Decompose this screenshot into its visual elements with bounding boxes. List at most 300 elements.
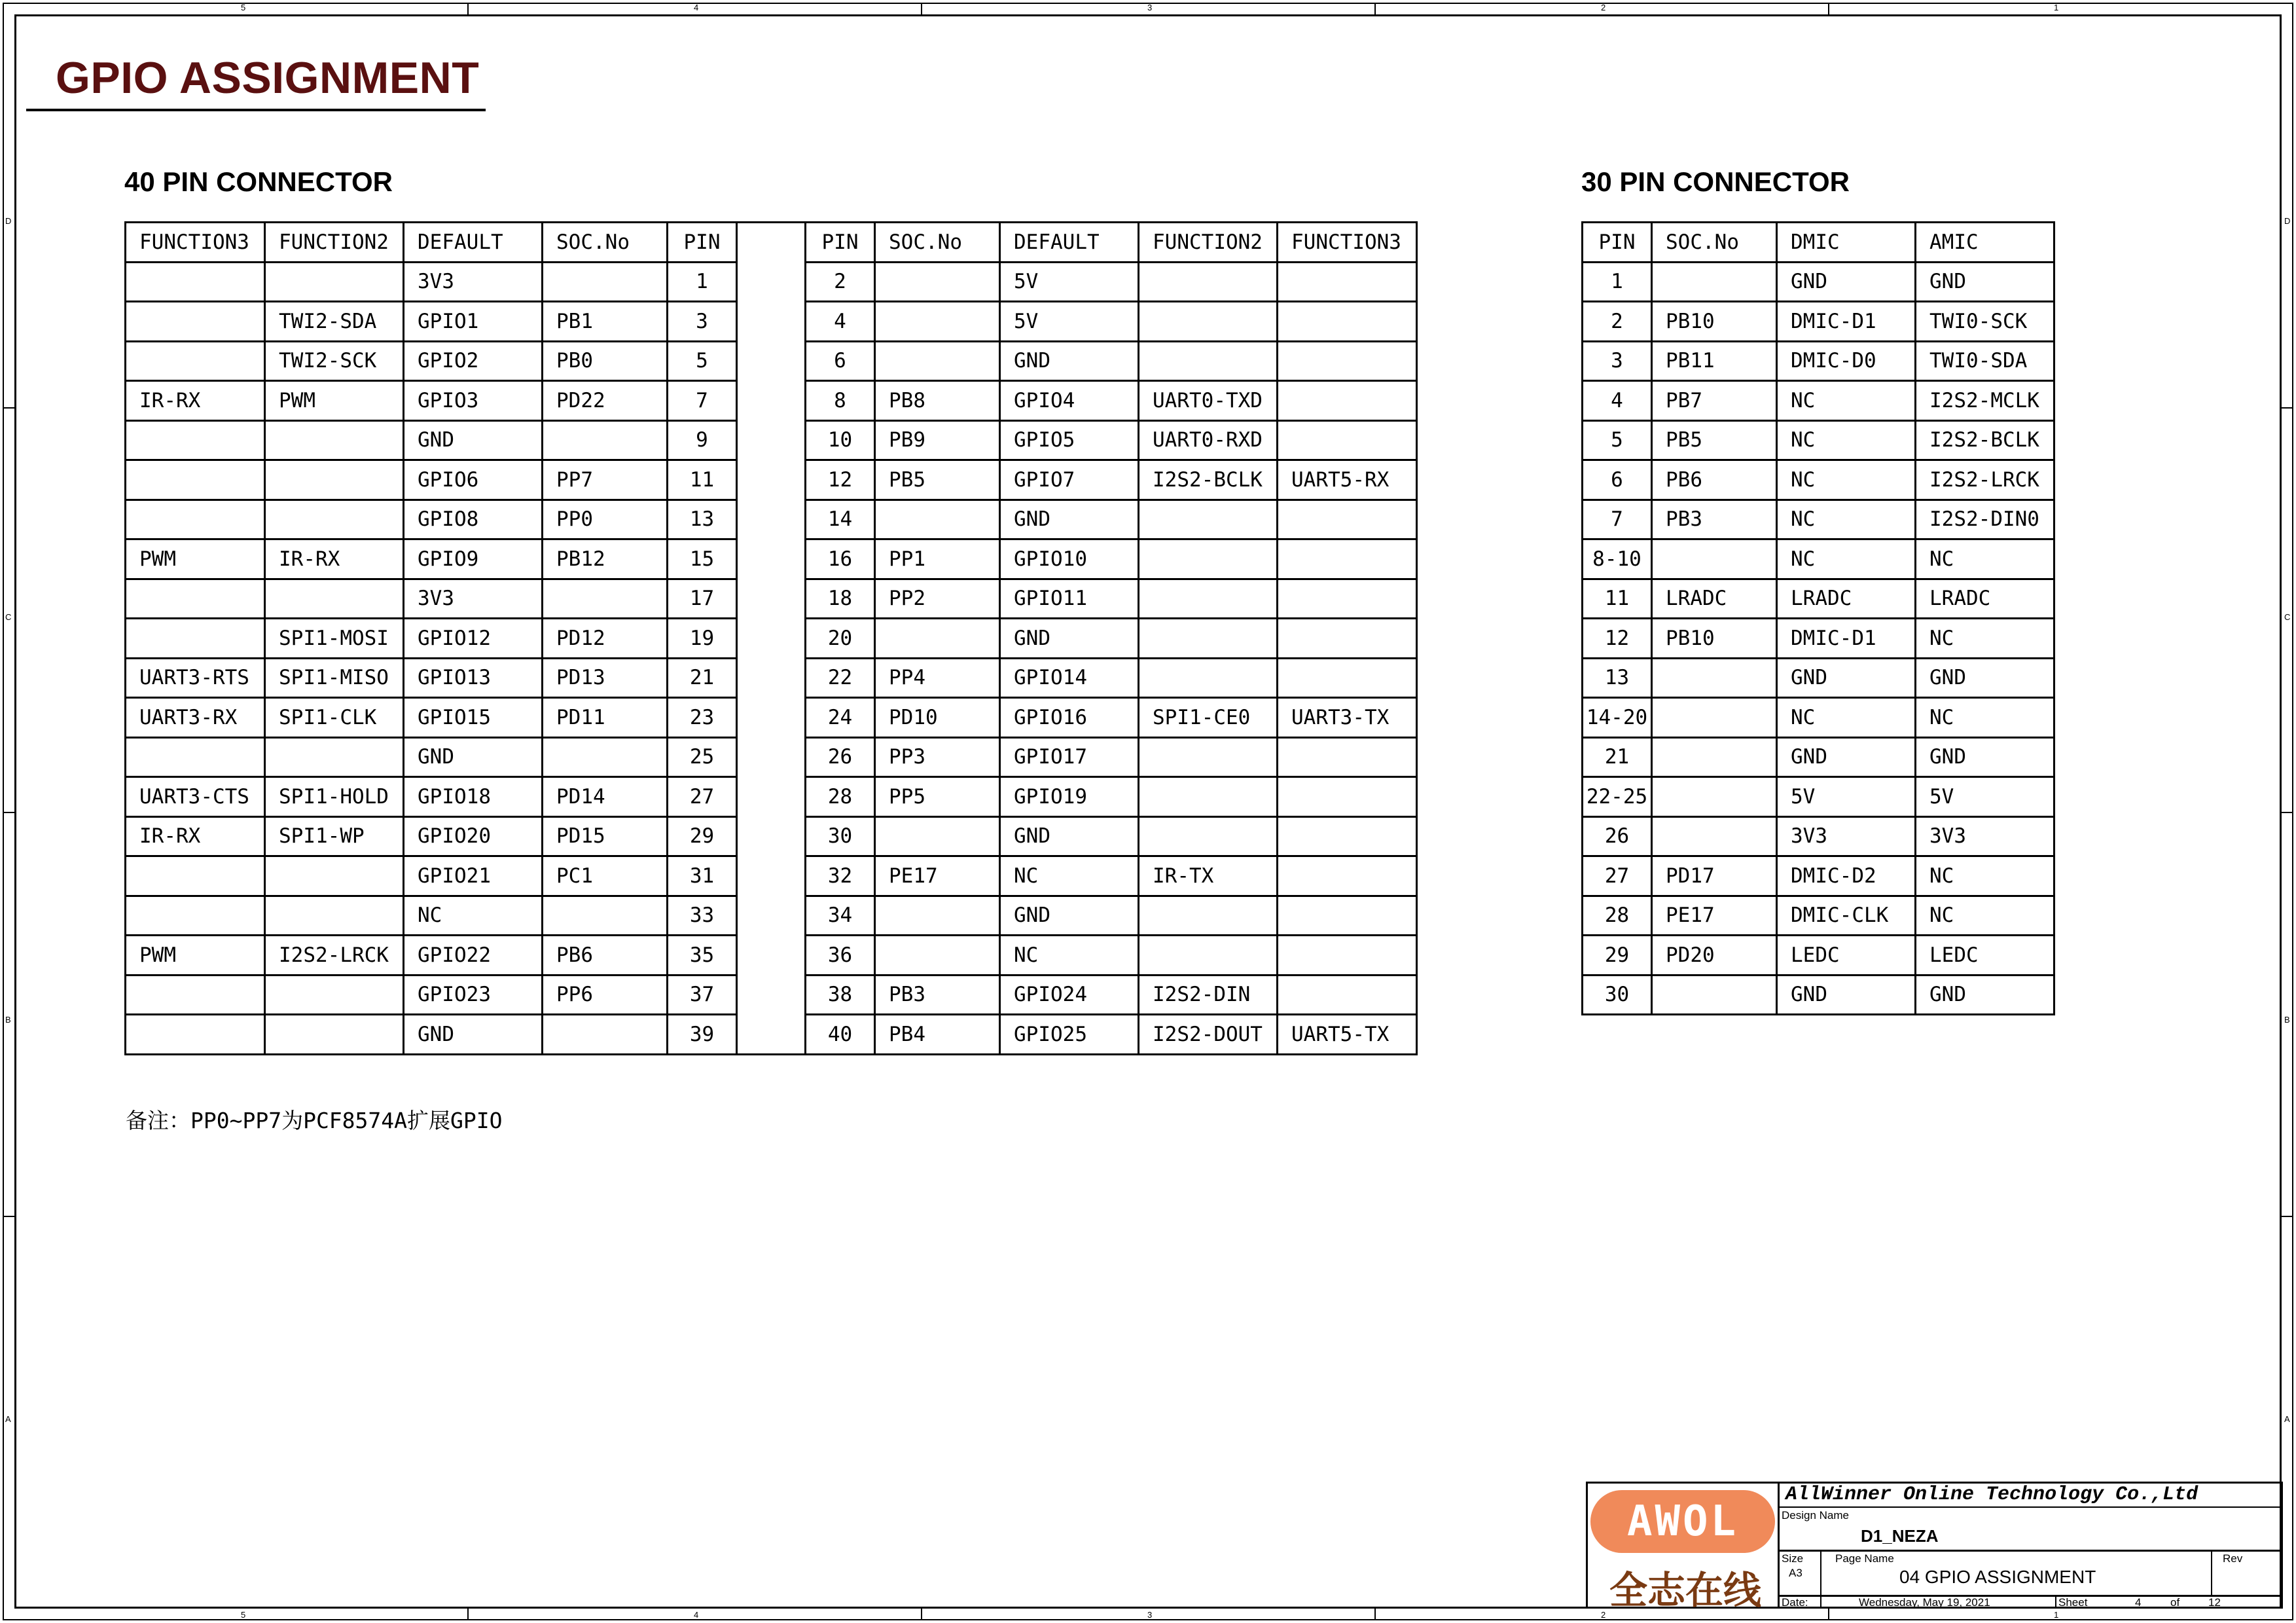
- table-cell: GND: [1916, 975, 2054, 1015]
- zone-number: 5: [241, 3, 246, 12]
- zone-number: 1: [2054, 3, 2059, 12]
- table-cell: IR-RX: [126, 381, 265, 421]
- table-cell: [737, 302, 806, 342]
- table-cell: 20: [806, 619, 875, 659]
- table-cell: GPIO15: [404, 698, 543, 738]
- table-cell: 37: [668, 975, 737, 1015]
- table-cell: DMIC-D1: [1777, 619, 1916, 659]
- table-cell: [126, 1015, 265, 1055]
- table-cell: GPIO20: [404, 816, 543, 856]
- table-cell: [737, 579, 806, 619]
- table-row: [126, 698, 1417, 738]
- table-cell: 5V: [1777, 777, 1916, 817]
- table-cell: 3V3: [404, 579, 543, 619]
- table-cell: NC: [1777, 381, 1916, 421]
- table-row: [126, 420, 1417, 460]
- table-cell: 5V: [1000, 302, 1139, 342]
- table-cell: GPIO13: [404, 658, 543, 698]
- table-cell: GPIO17: [1000, 737, 1139, 777]
- table-header-row: [126, 223, 1417, 263]
- table-cell: GPIO14: [1000, 658, 1139, 698]
- table-cell: [126, 420, 265, 460]
- zone-tick: [1374, 1609, 1376, 1620]
- table-cell: 36: [806, 936, 875, 976]
- table-row: [126, 896, 1417, 936]
- table-cell: 10: [806, 420, 875, 460]
- table-cell: PP7: [543, 460, 668, 500]
- table-cell: SPI1-MISO: [265, 658, 404, 698]
- table-cell: 14-20: [1583, 698, 1652, 738]
- table-cell: 14: [806, 500, 875, 539]
- table-cell: [737, 698, 806, 738]
- table-cell: GND: [1777, 262, 1916, 302]
- table-cell: [737, 816, 806, 856]
- table-cell: PD10: [875, 698, 1000, 738]
- connector40-table: [124, 221, 1418, 1055]
- table-cell: 13: [1583, 658, 1652, 698]
- table-cell: PE17: [875, 856, 1000, 896]
- table-cell: GND: [404, 737, 543, 777]
- table-cell: GND: [1777, 975, 1916, 1015]
- table-row: [126, 460, 1417, 500]
- table-cell: 30: [806, 816, 875, 856]
- table-cell: 29: [1583, 936, 1652, 976]
- table-cell: [1139, 539, 1278, 579]
- table-cell: GPIO21: [404, 856, 543, 896]
- table-cell: [126, 896, 265, 936]
- table-cell: PD22: [543, 381, 668, 421]
- table-cell: NC: [1777, 500, 1916, 539]
- table-cell: PB10: [1652, 302, 1777, 342]
- table-cell: [737, 856, 806, 896]
- table-cell: NC: [1000, 936, 1139, 976]
- table-cell: GPIO10: [1000, 539, 1139, 579]
- tb-divider: [1780, 1550, 2283, 1552]
- table-cell: [1278, 737, 1417, 777]
- table-cell: 3V3: [1916, 816, 2054, 856]
- table-cell: PP1: [875, 539, 1000, 579]
- table-cell: 3: [1583, 341, 1652, 381]
- table-cell: NC: [1916, 539, 2054, 579]
- table-cell: [737, 1015, 806, 1055]
- zone-tick: [2282, 812, 2293, 813]
- tb-divider: [2211, 1550, 2212, 1595]
- table-cell: [737, 500, 806, 539]
- table-cell: [1278, 975, 1417, 1015]
- table-cell: SPI1-CLK: [265, 698, 404, 738]
- table-row: [1583, 341, 2054, 381]
- table-cell: [543, 420, 668, 460]
- table-row: [126, 658, 1417, 698]
- table-cell: GND: [404, 420, 543, 460]
- table-cell: 39: [668, 1015, 737, 1055]
- table-cell: PWM: [126, 539, 265, 579]
- table-cell: PB8: [875, 381, 1000, 421]
- table-cell: PD20: [1652, 936, 1777, 976]
- table-cell: UART5-TX: [1278, 1015, 1417, 1055]
- table-cell: [265, 500, 404, 539]
- table-cell: GPIO16: [1000, 698, 1139, 738]
- table-cell: IR-TX: [1139, 856, 1278, 896]
- table-cell: 1: [668, 262, 737, 302]
- table-cell: 18: [806, 579, 875, 619]
- table-cell: UART3-RX: [126, 698, 265, 738]
- table-cell: [1652, 698, 1777, 738]
- table-cell: NC: [1000, 856, 1139, 896]
- table-cell: [265, 896, 404, 936]
- table-row: [126, 737, 1417, 777]
- table-row: [126, 619, 1417, 659]
- table-cell: [1139, 737, 1278, 777]
- table-row: [126, 579, 1417, 619]
- zone-letter: C: [2284, 612, 2291, 622]
- table-row: [1583, 777, 2054, 817]
- table-cell: PB0: [543, 341, 668, 381]
- page-name-value: 04 GPIO ASSIGNMENT: [1899, 1567, 2096, 1587]
- table-cell: NC: [1777, 420, 1916, 460]
- table-cell: [1278, 262, 1417, 302]
- table-cell: IR-RX: [126, 816, 265, 856]
- column-header: DMIC: [1777, 223, 1916, 263]
- table-cell: PP5: [875, 777, 1000, 817]
- sheet-total: 12: [2208, 1596, 2221, 1609]
- table-cell: 23: [668, 698, 737, 738]
- table-cell: 5: [668, 341, 737, 381]
- zone-tick: [2282, 407, 2293, 409]
- table-cell: PB3: [1652, 500, 1777, 539]
- zone-number: 4: [694, 1610, 699, 1620]
- table-cell: [1278, 420, 1417, 460]
- table-cell: GND: [1916, 658, 2054, 698]
- connector30-table: [1581, 221, 2055, 1015]
- table-cell: [1139, 777, 1278, 817]
- table-cell: [1278, 619, 1417, 659]
- table-row: [1583, 975, 2054, 1015]
- table-cell: GPIO22: [404, 936, 543, 976]
- size-value: A3: [1789, 1567, 1803, 1579]
- zone-number: 4: [694, 3, 699, 12]
- page-name-label: Page Name: [1835, 1552, 1894, 1565]
- table-row: [1583, 460, 2054, 500]
- table-cell: 11: [668, 460, 737, 500]
- tb-divider: [2055, 1595, 2056, 1609]
- table-cell: PD11: [543, 698, 668, 738]
- table-cell: [1139, 896, 1278, 936]
- zone-tick: [3, 407, 14, 409]
- table-cell: I2S2-LRCK: [265, 936, 404, 976]
- table-cell: 16: [806, 539, 875, 579]
- table-cell: 2: [806, 262, 875, 302]
- table-cell: GPIO3: [404, 381, 543, 421]
- table-cell: [1278, 341, 1417, 381]
- table-cell: PC1: [543, 856, 668, 896]
- table-cell: I2S2-LRCK: [1916, 460, 2054, 500]
- company-logo-cn: 全志在线: [1609, 1568, 1761, 1613]
- table-cell: PD12: [543, 619, 668, 659]
- table-cell: [126, 975, 265, 1015]
- table-cell: GPIO2: [404, 341, 543, 381]
- table-cell: PE17: [1652, 896, 1777, 936]
- table-row: [126, 975, 1417, 1015]
- table-cell: [1278, 777, 1417, 817]
- table-row: [1583, 500, 2054, 539]
- table-header-row: [1583, 223, 2054, 263]
- table-cell: [265, 579, 404, 619]
- table-cell: [543, 579, 668, 619]
- sheet-number: 4: [2135, 1596, 2142, 1609]
- table-cell: PB3: [875, 975, 1000, 1015]
- title-underline: [26, 109, 486, 111]
- table-cell: LRADC: [1652, 579, 1777, 619]
- table-cell: GND: [404, 1015, 543, 1055]
- table-cell: PB5: [875, 460, 1000, 500]
- table-cell: PP3: [875, 737, 1000, 777]
- table-row: [126, 1015, 1417, 1055]
- table-row: [126, 856, 1417, 896]
- zone-number: 3: [1147, 1610, 1153, 1620]
- table-cell: [543, 262, 668, 302]
- table-cell: TWI2-SCK: [265, 341, 404, 381]
- company-name: AllWinner Online Technology Co.,Ltd: [1785, 1484, 2198, 1506]
- table-cell: DMIC-D0: [1777, 341, 1916, 381]
- table-row: [1583, 539, 2054, 579]
- table-row: [126, 341, 1417, 381]
- connector30-title: 30 PIN CONNECTOR: [1581, 166, 1850, 197]
- table-cell: 3V3: [1777, 816, 1916, 856]
- table-cell: PD13: [543, 658, 668, 698]
- table-cell: 33: [668, 896, 737, 936]
- table-cell: [265, 975, 404, 1015]
- zone-number: 1: [2054, 1610, 2059, 1620]
- column-header: FUNCTION2: [1139, 223, 1278, 263]
- zone-letter: B: [5, 1015, 11, 1025]
- table-cell: [1278, 539, 1417, 579]
- table-cell: 40: [806, 1015, 875, 1055]
- of-label: of: [2170, 1596, 2180, 1609]
- table-cell: [126, 460, 265, 500]
- table-cell: [875, 896, 1000, 936]
- table-cell: [1139, 302, 1278, 342]
- table-cell: [126, 856, 265, 896]
- table-cell: [265, 420, 404, 460]
- table-cell: [1652, 737, 1777, 777]
- table-cell: IR-RX: [265, 539, 404, 579]
- table-cell: GND: [1000, 341, 1139, 381]
- table-row: [126, 262, 1417, 302]
- table-row: [1583, 896, 2054, 936]
- column-header: PIN: [806, 223, 875, 263]
- table-cell: GPIO12: [404, 619, 543, 659]
- table-cell: [265, 1015, 404, 1055]
- table-cell: 31: [668, 856, 737, 896]
- table-cell: PWM: [126, 936, 265, 976]
- table-cell: [737, 460, 806, 500]
- table-cell: PP6: [543, 975, 668, 1015]
- zone-letter: D: [2284, 216, 2291, 226]
- table-cell: 30: [1583, 975, 1652, 1015]
- table-cell: 15: [668, 539, 737, 579]
- table-cell: 9: [668, 420, 737, 460]
- table-cell: PD14: [543, 777, 668, 817]
- table-cell: GPIO11: [1000, 579, 1139, 619]
- table-cell: UART3-CTS: [126, 777, 265, 817]
- table-cell: GND: [1777, 658, 1916, 698]
- zone-number: 3: [1147, 3, 1153, 12]
- table-cell: 34: [806, 896, 875, 936]
- table-cell: [1278, 579, 1417, 619]
- table-cell: 24: [806, 698, 875, 738]
- table-cell: PB6: [1652, 460, 1777, 500]
- table-cell: NC: [1777, 460, 1916, 500]
- connector40-title: 40 PIN CONNECTOR: [124, 166, 393, 197]
- table-row: [1583, 262, 2054, 302]
- column-header: SOC.No: [875, 223, 1000, 263]
- table-cell: GPIO6: [404, 460, 543, 500]
- table-row: [126, 302, 1417, 342]
- table-cell: PB4: [875, 1015, 1000, 1055]
- table-cell: [1139, 500, 1278, 539]
- table-cell: GPIO23: [404, 975, 543, 1015]
- table-cell: NC: [1916, 698, 2054, 738]
- table-cell: PB11: [1652, 341, 1777, 381]
- table-cell: [737, 420, 806, 460]
- table-cell: 3: [668, 302, 737, 342]
- table-cell: [737, 381, 806, 421]
- table-cell: UART3-TX: [1278, 698, 1417, 738]
- zone-tick: [3, 812, 14, 813]
- table-cell: PP4: [875, 658, 1000, 698]
- table-cell: [1652, 816, 1777, 856]
- table-cell: GPIO9: [404, 539, 543, 579]
- table-cell: 11: [1583, 579, 1652, 619]
- table-cell: LEDC: [1777, 936, 1916, 976]
- table-cell: I2S2-MCLK: [1916, 381, 2054, 421]
- table-cell: [1652, 539, 1777, 579]
- table-row: [1583, 936, 2054, 976]
- table-row: [126, 816, 1417, 856]
- table-cell: GPIO7: [1000, 460, 1139, 500]
- table-cell: [1278, 500, 1417, 539]
- table-cell: 26: [806, 737, 875, 777]
- table-cell: UART5-RX: [1278, 460, 1417, 500]
- table-cell: PB7: [1652, 381, 1777, 421]
- table-row: [1583, 420, 2054, 460]
- table-row: [1583, 579, 2054, 619]
- table-cell: 28: [1583, 896, 1652, 936]
- table-cell: 13: [668, 500, 737, 539]
- table-cell: [1139, 816, 1278, 856]
- table-cell: TWI0-SCK: [1916, 302, 2054, 342]
- rev-label: Rev: [2223, 1552, 2243, 1565]
- table-cell: PD17: [1652, 856, 1777, 896]
- table-cell: LEDC: [1916, 936, 2054, 976]
- table-cell: GPIO5: [1000, 420, 1139, 460]
- table-cell: PB9: [875, 420, 1000, 460]
- table-cell: [543, 1015, 668, 1055]
- table-cell: LRADC: [1777, 579, 1916, 619]
- column-header: [737, 223, 806, 263]
- table-cell: [1652, 658, 1777, 698]
- tb-divider: [1780, 1595, 2283, 1597]
- table-row: [1583, 658, 2054, 698]
- table-cell: PB12: [543, 539, 668, 579]
- column-header: FUNCTION3: [1278, 223, 1417, 263]
- tb-divider: [1780, 1506, 2283, 1508]
- table-cell: [543, 737, 668, 777]
- column-header: PIN: [668, 223, 737, 263]
- table-row: [1583, 816, 2054, 856]
- table-cell: NC: [1777, 698, 1916, 738]
- zone-number: 5: [241, 1610, 246, 1620]
- table-cell: [737, 341, 806, 381]
- table-cell: PB6: [543, 936, 668, 976]
- zone-tick: [2282, 1216, 2293, 1217]
- table-cell: GND: [1000, 816, 1139, 856]
- table-cell: [1278, 658, 1417, 698]
- table-cell: [1278, 896, 1417, 936]
- table-cell: PB10: [1652, 619, 1777, 659]
- table-cell: [737, 975, 806, 1015]
- table-cell: 5: [1583, 420, 1652, 460]
- table-row: [1583, 302, 2054, 342]
- table-cell: SPI1-HOLD: [265, 777, 404, 817]
- column-header: FUNCTION3: [126, 223, 265, 263]
- table-cell: [126, 619, 265, 659]
- table-cell: [1278, 856, 1417, 896]
- note-text: 备注：PP0~PP7为PCF8574A扩展GPIO: [126, 1108, 503, 1133]
- table-cell: DMIC-D2: [1777, 856, 1916, 896]
- tb-divider: [1820, 1550, 1821, 1609]
- table-cell: 26: [1583, 816, 1652, 856]
- table-row: [1583, 381, 2054, 421]
- table-cell: [265, 262, 404, 302]
- table-cell: [737, 619, 806, 659]
- table-cell: 3V3: [404, 262, 543, 302]
- table-row: [1583, 856, 2054, 896]
- table-cell: [1652, 777, 1777, 817]
- table-cell: PWM: [265, 381, 404, 421]
- design-name-label: Design Name: [1782, 1509, 1849, 1522]
- table-cell: [126, 737, 265, 777]
- table-cell: GND: [1000, 896, 1139, 936]
- table-cell: [737, 262, 806, 302]
- table-cell: 35: [668, 936, 737, 976]
- table-cell: GPIO24: [1000, 975, 1139, 1015]
- table-cell: DMIC-D1: [1777, 302, 1916, 342]
- table-cell: [737, 896, 806, 936]
- table-cell: 8-10: [1583, 539, 1652, 579]
- table-row: [126, 777, 1417, 817]
- table-cell: PB1: [543, 302, 668, 342]
- table-cell: [1278, 302, 1417, 342]
- zone-tick: [1828, 3, 1829, 14]
- table-cell: [265, 737, 404, 777]
- zone-tick: [1828, 1609, 1829, 1620]
- table-cell: [126, 500, 265, 539]
- page-title: GPIO ASSIGNMENT: [56, 53, 480, 103]
- table-cell: TWI0-SDA: [1916, 341, 2054, 381]
- table-cell: GPIO4: [1000, 381, 1139, 421]
- table-cell: 27: [668, 777, 737, 817]
- table-cell: PB5: [1652, 420, 1777, 460]
- table-cell: [1278, 381, 1417, 421]
- company-logo: AWOL: [1590, 1490, 1775, 1553]
- zone-letter: A: [5, 1414, 11, 1424]
- table-cell: I2S2-BCLK: [1916, 420, 2054, 460]
- table-cell: PP0: [543, 500, 668, 539]
- zone-letter: A: [2284, 1414, 2290, 1424]
- table-cell: [1278, 816, 1417, 856]
